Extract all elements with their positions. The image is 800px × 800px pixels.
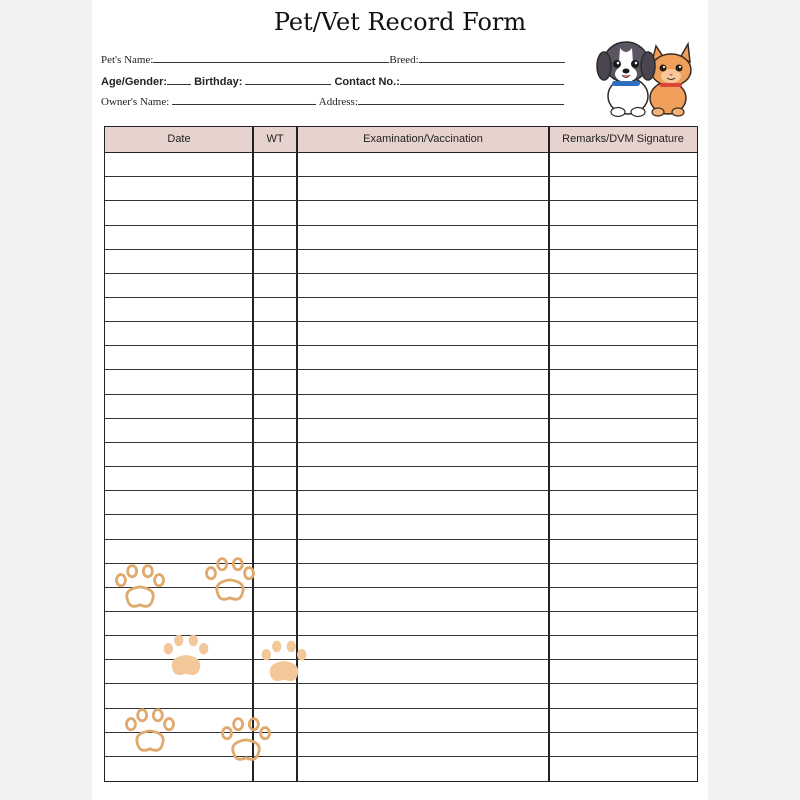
table-row-line	[105, 345, 697, 346]
table-row-line	[105, 200, 697, 201]
table-row-line	[105, 490, 697, 491]
table-header	[105, 127, 697, 153]
page-title: Pet/Vet Record Form	[273, 8, 527, 36]
field-row-owner-address	[101, 94, 564, 108]
address-field[interactable]	[358, 94, 564, 105]
table-row-line	[105, 442, 697, 443]
table-row-line	[105, 394, 697, 395]
birthday-field[interactable]	[245, 74, 331, 85]
table-row-line	[105, 514, 697, 515]
table-row-line	[105, 539, 697, 540]
address-label: Address:	[318, 96, 358, 108]
table-row-line	[105, 249, 697, 250]
age-gender-label: Age/Gender:	[101, 76, 168, 88]
table-row-line	[105, 225, 697, 226]
paw-print-icon	[160, 630, 212, 682]
table-row-line	[105, 683, 697, 684]
owners-name-label: Owner's Name:	[101, 96, 170, 108]
table-row-line	[105, 587, 697, 588]
table-row-line	[105, 273, 697, 274]
age-gender-field[interactable]	[167, 74, 191, 85]
table-row-line	[105, 466, 697, 467]
paw-print-icon	[258, 636, 310, 688]
table-row-line	[105, 321, 697, 322]
table-row-line	[105, 369, 697, 370]
field-row-pet-breed	[101, 52, 565, 66]
column-header-wt: WT	[266, 133, 284, 145]
table-row-line	[105, 176, 697, 177]
field-row-age-birthday-contact	[101, 74, 564, 88]
table-row-line	[105, 563, 697, 564]
birthday-label: Birthday:	[194, 76, 243, 88]
paw-print-icon	[202, 553, 258, 609]
table-row-line	[105, 732, 697, 733]
contact-no-field[interactable]	[400, 74, 564, 85]
paw-print-icon	[112, 560, 168, 616]
record-form-page	[92, 0, 708, 800]
breed-label: Breed:	[389, 54, 419, 66]
paw-print-icon	[122, 704, 178, 760]
dog-and-cat-icon	[592, 26, 702, 118]
column-header-examination: Examination/Vaccination	[363, 133, 483, 145]
contact-no-label: Contact No.:	[334, 76, 400, 88]
table-row-line	[105, 297, 697, 298]
table-row-line	[105, 611, 697, 612]
column-header-date: Date	[167, 133, 191, 145]
table-row-line	[105, 708, 697, 709]
record-table	[104, 126, 698, 782]
owners-name-field[interactable]	[172, 94, 316, 105]
pets-name-label: Pet's Name:	[101, 54, 154, 66]
table-row-line	[105, 756, 697, 757]
pets-name-field[interactable]	[153, 52, 389, 63]
table-row-line	[105, 418, 697, 419]
column-header-remarks: Remarks/DVM Signature	[562, 133, 684, 145]
breed-field[interactable]	[419, 52, 565, 63]
paw-print-icon	[218, 713, 274, 769]
